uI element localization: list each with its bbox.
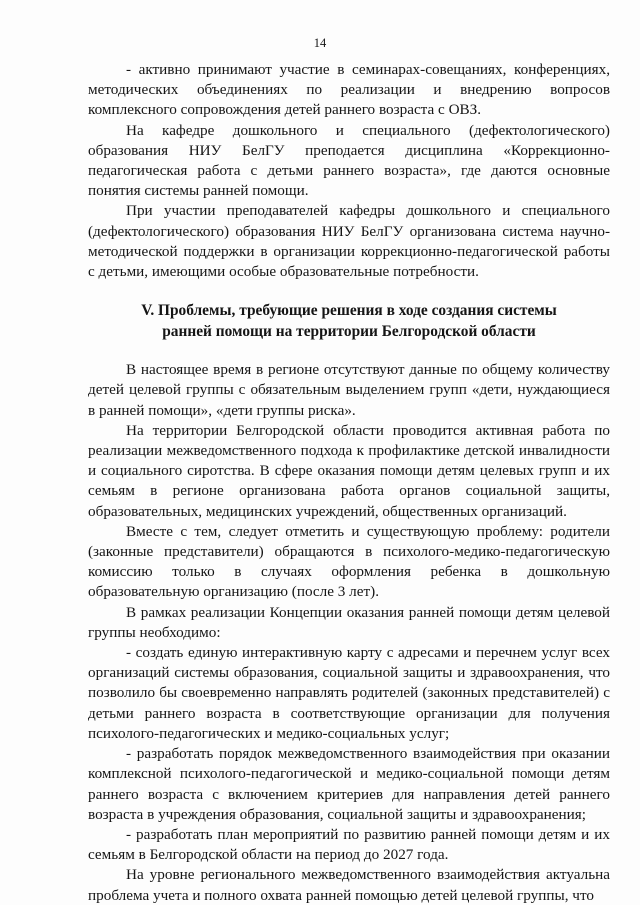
page-number: 14 xyxy=(313,36,327,50)
document-body xyxy=(88,60,610,906)
paragraph: При участии преподавателей кафедры дошкольного и специального (дефектологического) образования НИУ БелГУ организована система научно-методической поддержки в организации коррекционно-педагогической работы с детьми, имеющими особые образовательные потребности. xyxy=(88,202,610,281)
section-heading xyxy=(88,300,610,342)
paragraph: - активно принимают участие в семинарах-совещаниях, конференциях, методических объединениях по реализации и внедрению вопросов комплексного сопровождения детей раннего возраста с ОВЗ. xyxy=(88,61,610,119)
paragraph: В настоящее время в регионе отсутствуют данные по общему количеству детей целевой группы с обязательным выделением групп «дети, нуждающиеся в ранней помощи», «дети группы риска». xyxy=(88,361,610,419)
list-item: - создать единую интерактивную карту с адресами и перечнем услуг всех организаций системы образования, социальной защиты и здравоохранения, что позволило бы своевременно направлять родителей (законных представителей) с детьми раннего возраста в соответствующие организации для получения психолого-педагогических и медико-социальных услуг; xyxy=(88,644,610,742)
paragraph: На кафедре дошкольного и специального (дефектологического) образования НИУ БелГУ преподается дисциплина «Коррекционно-педагогическая работа с детьми раннего возраста», где даются основные понятия системы ранней помощи. xyxy=(88,121,610,200)
paragraph: Вместе с тем, следует отметить и существующую проблему: родители (законные представители) обращаются в психолого-медико-педагогическую комиссию только в случаях оформления ребенка в дошкольную образовательную организацию (после 3 лет). xyxy=(88,522,610,601)
list-item: - разработать план мероприятий по развитию ранней помощи детям и их семьям в Белгородской области на период до 2027 года. xyxy=(88,825,610,864)
paragraph: В рамках реализации Концепции оказания ранней помощи детям целевой группы необходимо: xyxy=(88,603,610,641)
paragraph: На уровне регионального межведомственного взаимодействия актуальна проблема учета и полного охвата ранней помощью детей целевой группы, что xyxy=(88,866,610,904)
paragraph: На территории Белгородской области проводится активная работа по реализации межведомственного подхода к профилактике детской инвалидности и социального сиротства. В сфере оказания помощи детям целевых групп и их семьям в регионе организована работа органов социальной защиты, образовательных, медицинских учреждений, общественных организаций. xyxy=(88,421,610,520)
section-heading-line-2: ранней помощи на территории Белгородской области xyxy=(162,323,536,341)
section-heading-line-1: V. Проблемы, требующие решения в ходе создания системы xyxy=(141,302,557,320)
list-item: - разработать порядок межведомственного взаимодействия при оказании комплексной психолого-педагогической и медико-социальной помощи детям раннего возраста с включением критериев для направления детей раннего возраста в учреждения образования, социальной защиты и здравоохранения; xyxy=(88,745,610,823)
